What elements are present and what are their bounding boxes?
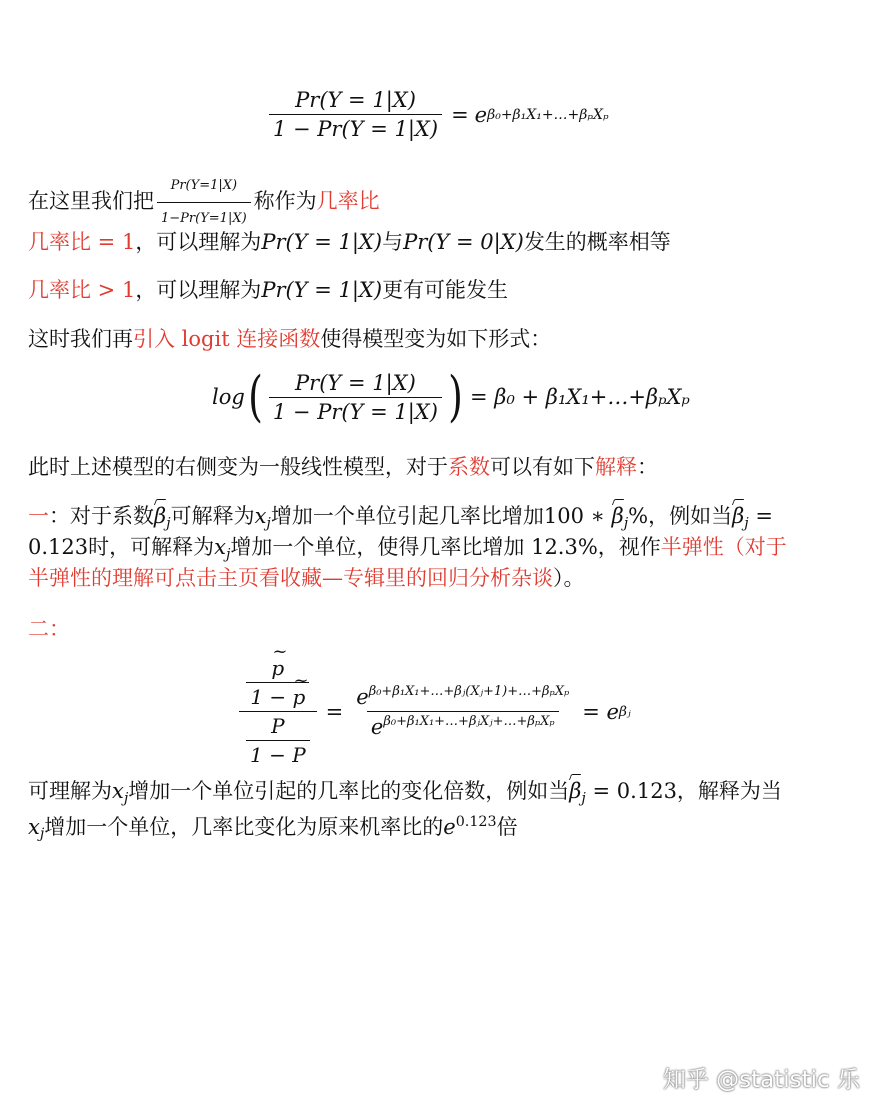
p8-l1b: 增加一个单位引起的几率比的变化倍数，例如当	[128, 779, 570, 803]
p5-red1: 系数	[448, 455, 490, 479]
equation-odds: $\frac{Pr(Y = 1|X)}{1 - Pr(Y = 1|X)}$ = e β₀+β₁X₁+…+βₚXₚ	[266, 88, 609, 141]
p3-t2: 更有可能发生	[382, 278, 509, 302]
p4-red: 引入 logit 连接函数	[133, 327, 321, 351]
eq3-P: P	[271, 714, 285, 738]
p5-mid: 可以有如下	[490, 455, 595, 479]
p8-l2-exp: 0.123	[455, 814, 497, 830]
p6-red1: 一	[28, 504, 49, 528]
p4-post: 使得模型变为如下形式：	[320, 327, 552, 351]
p6-t5: =	[748, 504, 773, 528]
p6-l2-red: 半弹性（对于	[660, 535, 787, 559]
p7-red: 二：	[28, 617, 70, 641]
paragraph-one-line1: 一：对于系数$\beta_j$可解释为$x_j$增加一个单位引起几率比增加100 ∗ $\beta_j\%$，例如当$\beta_j$ =	[28, 504, 773, 532]
p6-t2: 可解释为	[170, 504, 255, 528]
p1-text: 在这里我们把	[28, 189, 154, 213]
p2-t3: 发生的概率相等	[523, 230, 671, 254]
p2-t2: 与	[382, 230, 404, 254]
eq1-numerator: Pr(Y = 1|X)	[295, 88, 416, 112]
p2-red: 几率比 = 1	[28, 230, 136, 254]
p8-l1a: 可理解为	[28, 779, 112, 803]
p6-t4: %，例如当	[628, 504, 733, 528]
eq3-rhs-exp: βⱼ	[618, 703, 631, 720]
eq3-p-tilde: ~ p	[271, 656, 284, 680]
p2-t1: ，可以理解为	[135, 230, 262, 254]
eq3-one-minus-P: 1 − P	[246, 740, 310, 767]
zhihu-watermark: 知乎 @statistic 乐	[662, 1067, 860, 1093]
p5-red2: 解释	[595, 455, 637, 479]
paragraph-explain-line2: $x_j$增加一个单位，几率比变化为原来机率比的$e^{0.123}$倍	[28, 814, 518, 843]
p6-l2a: 0.123时，可解释为	[28, 535, 215, 559]
p6-l3-post: ）。	[553, 566, 585, 590]
paragraph-odds-eq-1	[28, 228, 671, 256]
p3-m1: Pr(Y = 1|X)	[261, 278, 383, 302]
p2-m1: Pr(Y = 1|X)	[261, 230, 383, 254]
equation-odds-change: ~ $\frac{\frac{p}{1 - \sim p}}{\frac{P}{1 - P}}$ = $\frac{e^{\beta_0+\beta_1X_1+\dots+\beta ⱼ(Xⱼ+1)+\dots+\beta_pX_p}}{e^{\beta_0+\beta_1X_1+\dots+\beta ⱼXⱼ+\dots+\beta_pX_p}}$ = e βⱼ	[236, 656, 631, 767]
eq2-denominator: 1 − Pr(Y = 1|X)	[269, 397, 442, 424]
paragraph-odds-gt-1	[28, 276, 508, 304]
p3-red: 几率比 > 1	[28, 278, 136, 302]
p2-m2: Pr(Y = 0|X)	[403, 230, 524, 254]
eq2-log: log	[212, 385, 245, 409]
p6-beta-hat-2: β	[611, 504, 624, 528]
eq3-den-exp: β₀+β₁X₁+…+βⱼXⱼ+…+βₚXₚ	[383, 714, 555, 729]
p8-l1c: = 0.123，解释为当	[585, 779, 782, 803]
p8-l2b: 倍	[496, 814, 518, 839]
eq3-num-exp: β₀+β₁X₁+…+βⱼ(Xⱼ+1)+…+βₚXₚ	[368, 684, 570, 699]
eq1-rhs-exponent: β₀+β₁X₁+…+βₚXₚ	[487, 106, 609, 123]
paragraph-one-line2: 0.123时，可解释为$x_j$增加一个单位，使得几率比增加 12.3%，视作半弹性（对于	[28, 535, 787, 563]
eq1-rhs-base: e	[474, 102, 488, 127]
p3-t1: ，可以理解为	[135, 278, 262, 302]
p6-t1: ：对于系数	[49, 504, 154, 528]
p1-frac-num: Pr(Y=1|X)	[170, 178, 238, 193]
p6-l3-red: 半弹性的理解可点击主页看收藏—专辑里的回归分析杂谈	[28, 566, 553, 590]
eq2-numerator: Pr(Y = 1|X)	[295, 370, 416, 395]
p8-l2a: 增加一个单位，几率比变化为原来机率比的	[44, 814, 444, 839]
paragraph-logit-intro	[28, 325, 551, 353]
paragraph-odds-ratio-def	[28, 172, 380, 233]
p5-post: ：	[637, 455, 658, 479]
p4-pre: 这时我们再	[28, 327, 133, 351]
eq2-rhs: = β₀ + β₁X₁+…+βₚXₚ	[470, 385, 690, 409]
p8-beta-hat: β	[569, 779, 582, 803]
eq1-denominator: 1 − Pr(Y = 1|X)	[269, 114, 442, 141]
p6-beta-hat-1: β	[154, 504, 167, 528]
p6-l2b: 增加一个单位，使得几率比增加 12.3%，视作	[230, 535, 661, 559]
paragraph-explain-line1: 可理解为$x_j$增加一个单位引起的几率比的变化倍数，例如当$\beta_j = 0.123$，解释为当	[28, 779, 782, 807]
equation-logit: log ( $\frac{Pr(Y = 1|X)}{1 - Pr(Y = 1|X)}$ ) = β₀ + β₁X₁+…+βₚXₚ	[212, 365, 690, 428]
p6-beta-hat-3: β	[732, 504, 745, 528]
p1-mid: 称作为	[253, 189, 317, 213]
paragraph-two-heading	[28, 615, 70, 643]
p5-pre: 此时上述模型的右侧变为一般线性模型，对于	[28, 455, 448, 479]
p1-red: 几率比	[316, 189, 380, 213]
p1-frac-den: 1−Pr(Y=1|X)	[157, 202, 251, 233]
paragraph-one-line3	[28, 564, 585, 592]
p6-t3: 增加一个单位引起几率比增加100 ∗	[270, 504, 612, 528]
paragraph-linear-model	[28, 453, 658, 481]
